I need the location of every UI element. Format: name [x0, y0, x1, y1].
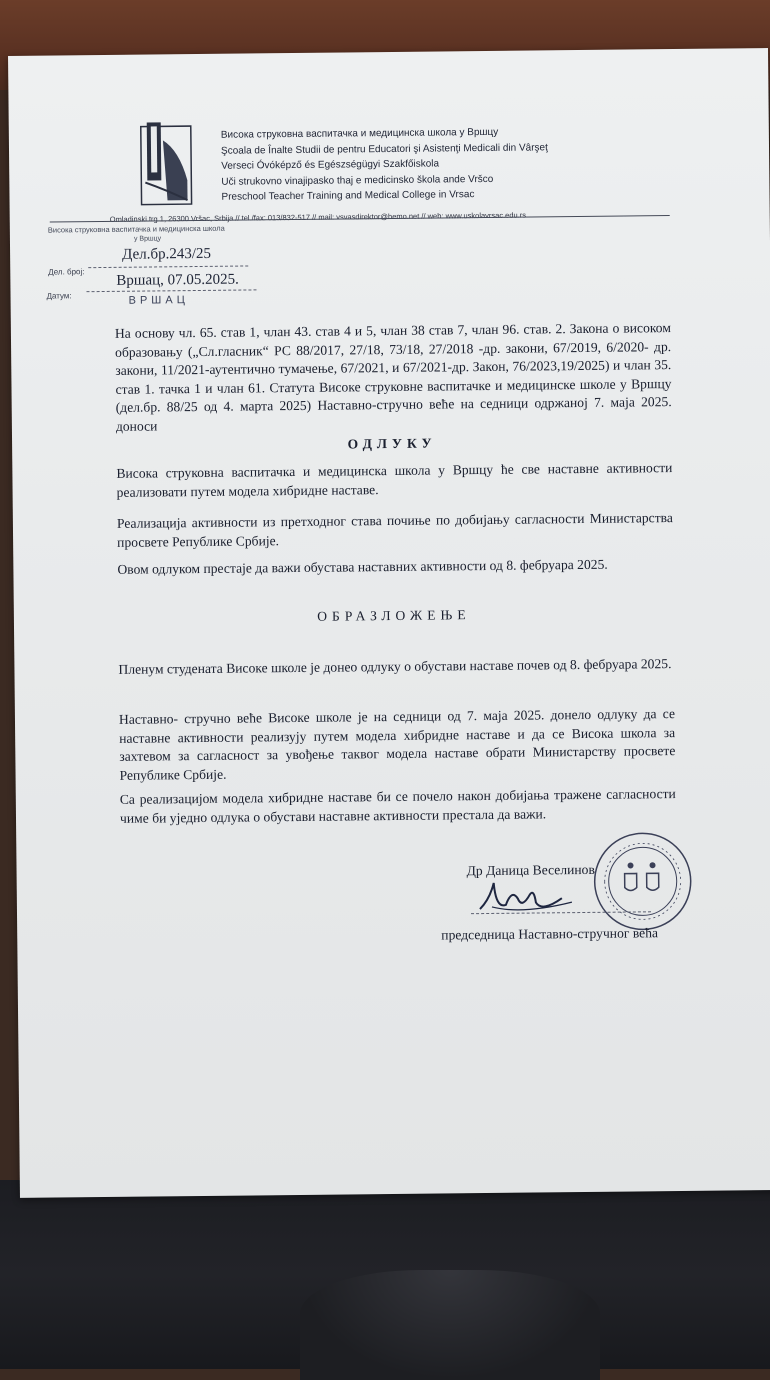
preamble-paragraph: На основу чл. 65. став 1, члан 43. став 4 и 5, члан 38 став 7, члан 96. став. 2. Закона о високом образовању („Сл.гласник“ РС 88/2017, 27/18, 73/18, 27/2018 -др. закони, 67/2019, 6/2020- др. закони, 11/2021-аутентично тумачење, 67/2021, и 67/2021-др. Закон, 76/2023,19/2025) и члан 35. став 1. тачка 1 и члан 61. Статута Високе струковне васпитачке и медицинске школе у Вршцу (дел.бр. 88/25 од 4. марта 2025) Наставно-стручно веће на седници одржаној 7. маја 2025. доноси — [114, 320, 672, 434]
header-line: Uči strukovno vinajipasko thaj e medicinsko škola ande Vršco — [221, 173, 494, 188]
document-number: Дел.бр.243/25 — [122, 245, 212, 263]
document-date: Вршац, 07.05.2025. — [116, 271, 239, 289]
stamp-ghost-text: Висока струковна васпитачка и медицинска школа — [47, 223, 225, 235]
number-underline — [88, 265, 248, 268]
date-label: Датум: — [46, 291, 72, 301]
number-label: Дел. број: — [48, 267, 85, 277]
handwritten-signature-icon — [472, 868, 593, 919]
contact-line: Omladinski trg 1, 26300 Vršac, Srbija // tel./fax: 013/832-517 // mail: vsvasdirektor@hemo.net // web: www.uskolavrsac.edu.rs — [109, 210, 527, 224]
header-line: Verseci Óvóképző és Egészségügyi Szakfőiskola — [221, 158, 440, 172]
decision-paragraph: Овом одлуком престаје да важи обустава наставних активности од 8. фебруара 2025. — [117, 556, 608, 577]
dark-cloth-fold — [300, 1270, 600, 1380]
date-underline — [86, 289, 256, 292]
decision-paragraph: Висока струковна васпитачка и медицинска школа у Вршцу ће све наставне активности реализовати путем модела хибридне наставе. — [116, 460, 673, 500]
institution-header — [221, 124, 549, 205]
header-line: Висока струковна васпитачка и медицинска школа у Вршцу — [220, 126, 499, 141]
stamp-place: ВРШАЦ — [128, 294, 189, 307]
header-line: Şcoala de Înalte Studii de pentru Educatori şi Asistenţi Medicali din Vârşeţ — [220, 141, 548, 157]
header-line: Preschool Teacher Training and Medical College in Vrsac — [221, 189, 475, 203]
explanation-paragraph: Са реализацијом модела хибридне наставе би се почело након добијања тражене сагласности чиме би уједно одлука о обустави наставне активности престала да важи. — [119, 786, 676, 826]
explanation-paragraph: Наставно- стручно веће Високе школе је на седници од 7. маја 2025. донело одлуку да се наставне активности реализују путем модела хибридне наставе и да се Висока школа за захтевом за сагласност за увођење таквог модела наставе обрати Министарству просвете Републике Србије. — [118, 706, 676, 783]
decision-paragraph: Реализација активности из претходног става почиње по добијању сагласности Министарства просвете Републике Србије. — [116, 510, 673, 550]
official-seal-icon — [590, 829, 695, 934]
document-sheet — [8, 48, 770, 1198]
stamp-ghost-text: у Вршцу — [133, 235, 162, 243]
explanation-paragraph: Пленум студената Високе школе је донео одлуку о обустави наставе почев од 8. фебруара 2025. — [118, 656, 672, 677]
school-logo-icon — [137, 120, 198, 209]
signatory-name: Др Даница Веселинов — [466, 861, 595, 879]
signatory-role: председница Наставно-стручног већа — [441, 925, 659, 943]
decision-title: ОДЛУКУ — [347, 435, 437, 452]
explanation-title: ОБРАЗЛОЖЕЊЕ — [317, 607, 471, 624]
